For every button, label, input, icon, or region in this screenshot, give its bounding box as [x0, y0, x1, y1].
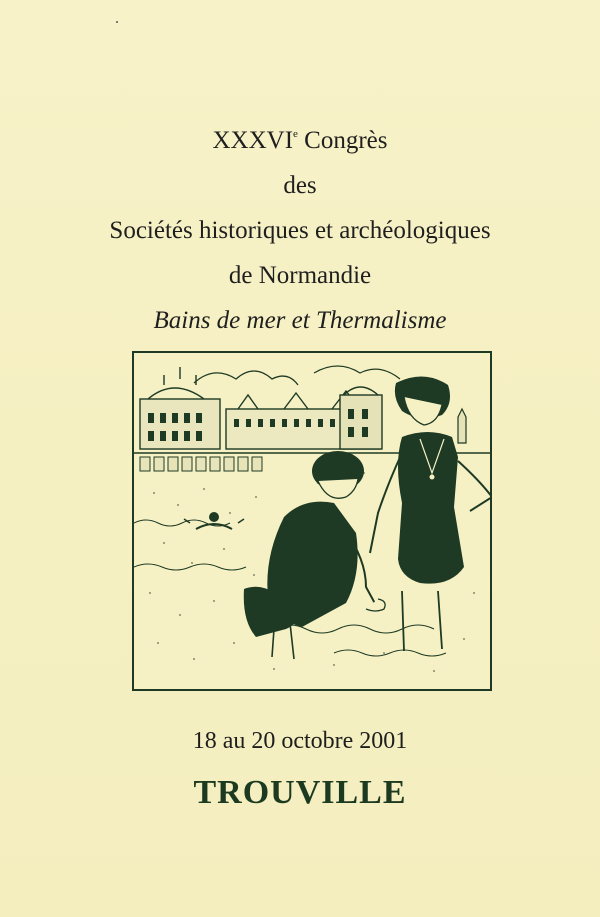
event-place: TROUVILLE: [193, 774, 407, 811]
congress-title: [0, 112, 600, 163]
church-tower: [458, 409, 466, 443]
beach-cabins: [140, 457, 262, 471]
beach-bathers-icon: [134, 353, 490, 689]
title-block: [0, 112, 600, 343]
congress-word: Congrès: [297, 127, 388, 154]
ordinal-superscript: e: [293, 128, 298, 140]
subtitle: Bains de mer et Thermalisme: [153, 307, 447, 334]
congress-number: XXXVI: [212, 127, 294, 154]
print-speck: [116, 21, 118, 23]
title-line-des: des: [283, 172, 317, 199]
title-line-region: de Normandie: [228, 262, 372, 289]
beach-illustration: [132, 351, 492, 691]
event-dates: 18 au 20 octobre 2001: [192, 728, 408, 754]
title-line-societies: Sociétés historiques et archéologiques: [109, 217, 491, 244]
